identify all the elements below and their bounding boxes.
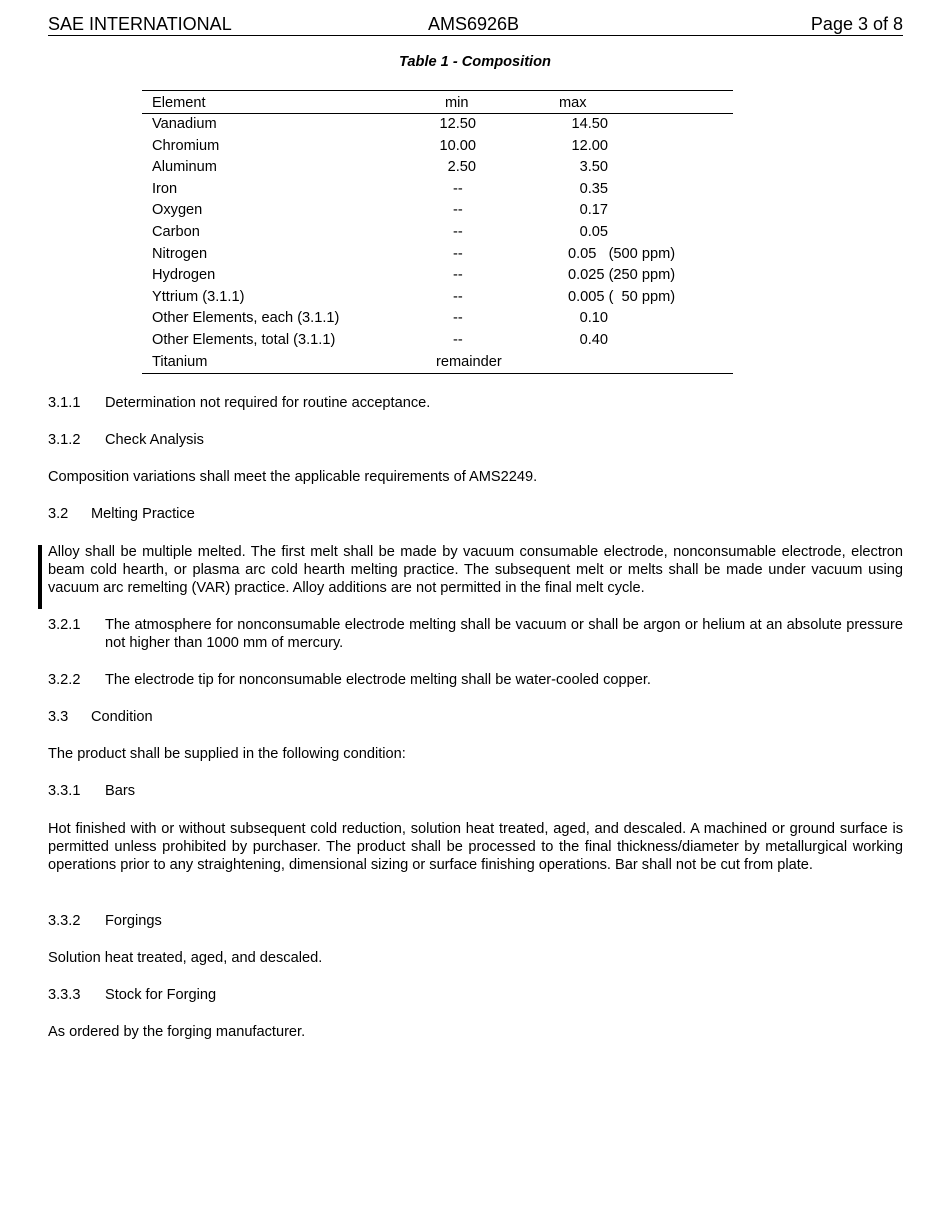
section-number-3-3-2: 3.3.2 xyxy=(48,913,81,929)
min-value: -- xyxy=(453,245,463,262)
section-text-3-2-1: The atmosphere for nonconsumable electrode melting shall be vacuum or shall be argon or helium at an absolute pressure not higher than 1000 mm of mercury. xyxy=(105,617,903,651)
section-body-3-2: Alloy shall be multiple melted. The first melt shall be made by vacuum consumable electrode, nonconsumable electrode, electron beam cold hearth, or plasma arc cold hearth melting practice. The subsequent melt or melts shall be made under vacuum using vacuum arc remelting (VAR) practice. Alloy additions are not permitted in the final melt cycle. xyxy=(48,544,903,596)
table-row xyxy=(142,136,733,158)
section-title-3-3: Condition xyxy=(91,709,153,725)
min-value: 2.50 xyxy=(447,159,476,176)
max-value: 0.10 xyxy=(579,310,608,327)
page-header xyxy=(48,13,903,36)
min-value: -- xyxy=(453,180,463,197)
element-name: Vanadium xyxy=(152,116,217,132)
section-body-3-1-2: Composition variations shall meet the applicable requirements of AMS2249. xyxy=(48,469,538,485)
max-value: 0.005 ( 50 ppm) xyxy=(568,288,676,305)
revision-change-bar xyxy=(38,545,42,609)
section-text-3-2-2: The electrode tip for nonconsumable electrode melting shall be water-cooled copper. xyxy=(105,672,651,688)
element-name: Carbon xyxy=(152,223,200,240)
section-title-3-2: Melting Practice xyxy=(91,506,195,522)
header-org: SAE INTERNATIONAL xyxy=(48,14,232,34)
max-value: 0.05 xyxy=(579,223,608,240)
element-name: Other Elements, total (3.1.1) xyxy=(152,331,336,348)
section-body-3-3-3: As ordered by the forging manufacturer. xyxy=(48,1024,306,1040)
element-name: Other Elements, each (3.1.1) xyxy=(152,310,340,327)
section-title-3-3-1: Bars xyxy=(105,783,136,799)
composition-table xyxy=(142,90,733,374)
max-value: 12.00 xyxy=(571,137,608,154)
min-value: 12.50 xyxy=(439,116,476,132)
min-value: 10.00 xyxy=(439,137,476,154)
header-min: min xyxy=(445,95,469,111)
section-number-3-3: 3.3 xyxy=(48,709,69,725)
min-value: -- xyxy=(453,223,463,240)
section-title-3-3-2: Forgings xyxy=(105,913,162,929)
table-row xyxy=(142,308,733,330)
min-value: -- xyxy=(453,310,463,327)
section-number-3-2-2: 3.2.2 xyxy=(48,672,81,688)
section-number-3-2-1: 3.2.1 xyxy=(48,617,81,633)
max-value: 0.025 (250 ppm) xyxy=(568,267,676,284)
max-value: 3.50 xyxy=(579,159,608,176)
table-row xyxy=(142,265,733,287)
header-page-number: Page 3 of 8 xyxy=(810,14,903,34)
table-row xyxy=(142,352,733,374)
max-value: 0.35 xyxy=(579,180,608,197)
table-row xyxy=(142,244,733,266)
section-title-3-1-2: Check Analysis xyxy=(105,432,204,448)
min-value: -- xyxy=(453,288,463,305)
element-name: Nitrogen xyxy=(152,245,208,262)
header-doc-id: AMS6926B xyxy=(428,14,520,34)
section-number-3-2: 3.2 xyxy=(48,506,69,522)
element-name: Oxygen xyxy=(152,202,203,219)
table-row xyxy=(142,222,733,244)
table-caption: Table 1 - Composition xyxy=(399,54,551,70)
header-max: max xyxy=(559,95,587,111)
max-value: 0.40 xyxy=(579,331,608,348)
table-row xyxy=(142,114,733,136)
min-value: remainder xyxy=(436,353,502,370)
min-value: -- xyxy=(453,267,463,284)
section-body-3-3: The product shall be supplied in the following condition: xyxy=(48,746,406,762)
max-value: 0.05 (500 ppm) xyxy=(568,245,676,262)
min-value: -- xyxy=(453,202,463,219)
max-value: 0.17 xyxy=(579,202,608,219)
element-name: Iron xyxy=(152,180,178,197)
table-row xyxy=(142,200,733,222)
table-row xyxy=(142,330,733,352)
header-element: Element xyxy=(152,95,206,111)
table-row xyxy=(142,179,733,201)
table-header-row xyxy=(142,91,733,114)
table-row xyxy=(142,157,733,179)
element-name: Yttrium (3.1.1) xyxy=(152,288,245,305)
section-number-3-3-3: 3.3.3 xyxy=(48,987,81,1003)
section-body-3-3-2: Solution heat treated, aged, and descaled. xyxy=(48,950,323,966)
element-name: Titanium xyxy=(152,353,208,370)
element-name: Hydrogen xyxy=(152,267,216,284)
max-value: 14.50 xyxy=(571,116,608,132)
table-row xyxy=(142,287,733,309)
section-number-3-3-1: 3.3.1 xyxy=(48,783,81,799)
element-name: Chromium xyxy=(152,137,220,154)
section-title-3-3-3: Stock for Forging xyxy=(105,987,217,1003)
section-body-3-3-1: Hot finished with or without subsequent cold reduction, solution heat treated, aged, and descaled. A machined or ground surface is permitted unless prohibited by purchaser. The product shall be processed to the final thickness/diameter by metallurgical working operations prior to any straightening, dimensional sizing or surface finishing operations. Bar shall not be cut from plate. xyxy=(48,821,903,873)
section-text-3-1-1: Determination not required for routine acceptance. xyxy=(105,395,431,411)
min-value: -- xyxy=(453,331,463,348)
section-number-3-1-1: 3.1.1 xyxy=(48,395,81,411)
element-name: Aluminum xyxy=(152,159,217,176)
section-number-3-1-2: 3.1.2 xyxy=(48,432,81,448)
